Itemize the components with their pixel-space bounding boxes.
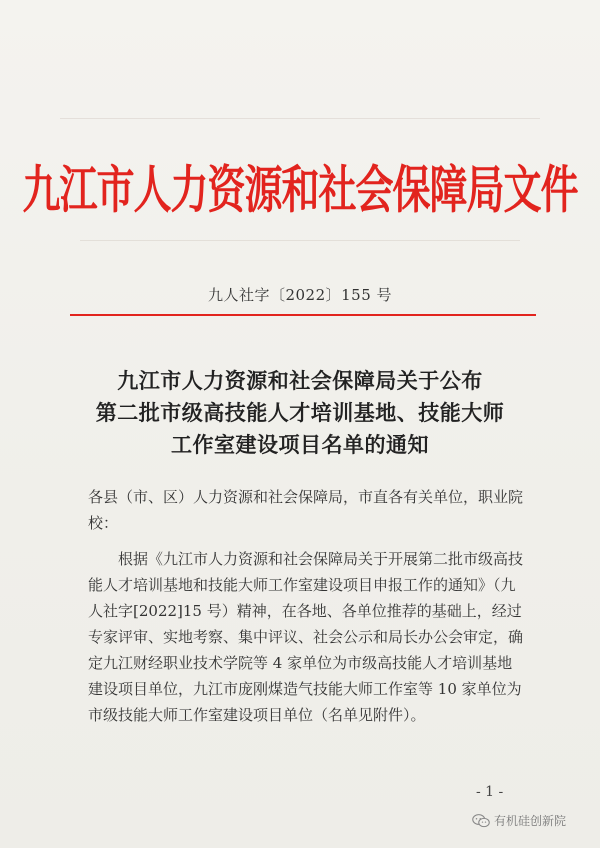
watermark bbox=[472, 812, 566, 829]
notice-title bbox=[0, 365, 600, 461]
wechat-icon bbox=[472, 814, 490, 828]
document-header-title: 九江市人力资源和社会保障局文件 bbox=[22, 158, 578, 220]
page-number: - 1 - bbox=[476, 784, 504, 800]
salutation: 各县（市、区）人力资源和社会保障局，市直各有关单位，职业院校： bbox=[88, 488, 524, 532]
watermark-label: 有机硅创新院 bbox=[494, 814, 567, 828]
scan-artifact bbox=[80, 240, 520, 241]
header-divider bbox=[70, 314, 536, 316]
notice-title-line: 第二批市级高技能人才培训基地、技能大师 bbox=[95, 400, 505, 425]
notice-title-line: 工作室建设项目名单的通知 bbox=[171, 432, 429, 457]
document-number: 九人社字〔2022〕155 号 bbox=[207, 286, 393, 304]
notice-title-line: 九江市人力资源和社会保障局关于公布 bbox=[117, 368, 483, 393]
body-paragraph: 根据《九江市人力资源和社会保障局关于开展第二批市级高技能人才培训基地和技能大师工作室建设项目申报工作的通知》（九人社字[2022]15 号）精神，在各地、各单位推荐的基础上，经过专家评审、实地考察、集中评议、社会公示和局长办公会审定，确定九江财经职业技术学院等 4 家单位为市级高技能人才培训基地建设项目单位，九江市庞刚煤造气技能大师工作室等 10 家单位为市级技能大师工作室建设项目单位（名单见附件）。 bbox=[88, 550, 524, 724]
scan-artifact bbox=[60, 118, 540, 119]
